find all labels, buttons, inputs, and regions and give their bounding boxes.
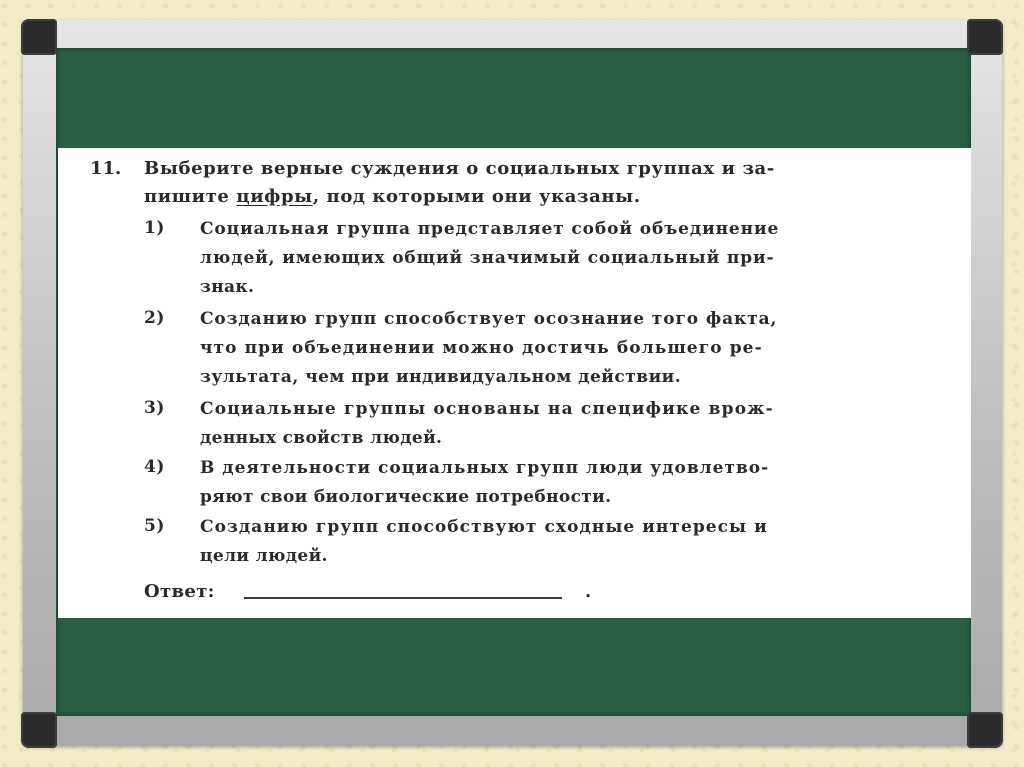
item-1-line-1: Социальная группа представляет собой объединение (200, 219, 780, 239)
item-number-1: 1) (144, 218, 165, 238)
item-2-line-1: Созданию групп способствует осознание того факта, (200, 309, 778, 329)
item-3-line-1: Социальные группы основаны на специфике врож- (200, 399, 774, 419)
frame-corner-bottom-left (21, 712, 57, 748)
frame-corner-top-left (21, 19, 57, 55)
item-number-5: 5) (144, 516, 165, 536)
frame-corner-bottom-right (967, 712, 1003, 748)
item-4-line-1: В деятельности социальных групп люди удовлетво- (200, 458, 770, 478)
frame-corner-top-right (967, 19, 1003, 55)
item-5-line-1: Созданию групп способствуют сходные интересы и (200, 517, 768, 537)
task-sheet (58, 148, 971, 618)
answer-label: Ответ: (144, 581, 215, 602)
task-question-line-1: Выберите верные суждения о социальных группах и за- (144, 158, 775, 179)
task-question-text: пишите (144, 186, 237, 207)
task-question-line-2 (144, 186, 641, 208)
item-5-line-2: цели людей. (200, 546, 328, 566)
item-3-line-2: денных свойств людей. (200, 428, 443, 448)
item-1-line-3: знак. (200, 277, 255, 297)
task-number: 11. (90, 158, 122, 179)
item-number-4: 4) (144, 457, 165, 477)
task-question-emphasis: цифры (236, 186, 313, 207)
task-question-text-end: , под которыми они указаны. (312, 186, 641, 207)
answer-blank-line[interactable] (244, 597, 562, 599)
answer-end-dot: . (585, 581, 592, 602)
item-4-line-2: ряют свои биологические потребности. (200, 487, 612, 507)
item-2-line-3: зультата, чем при индивидуальном действии. (200, 367, 682, 387)
item-number-3: 3) (144, 398, 165, 418)
item-number-2: 2) (144, 308, 165, 328)
item-1-line-2: людей, имеющих общий значимый социальный при- (200, 248, 775, 268)
item-2-line-2: что при объединении можно достичь большего ре- (200, 338, 763, 358)
